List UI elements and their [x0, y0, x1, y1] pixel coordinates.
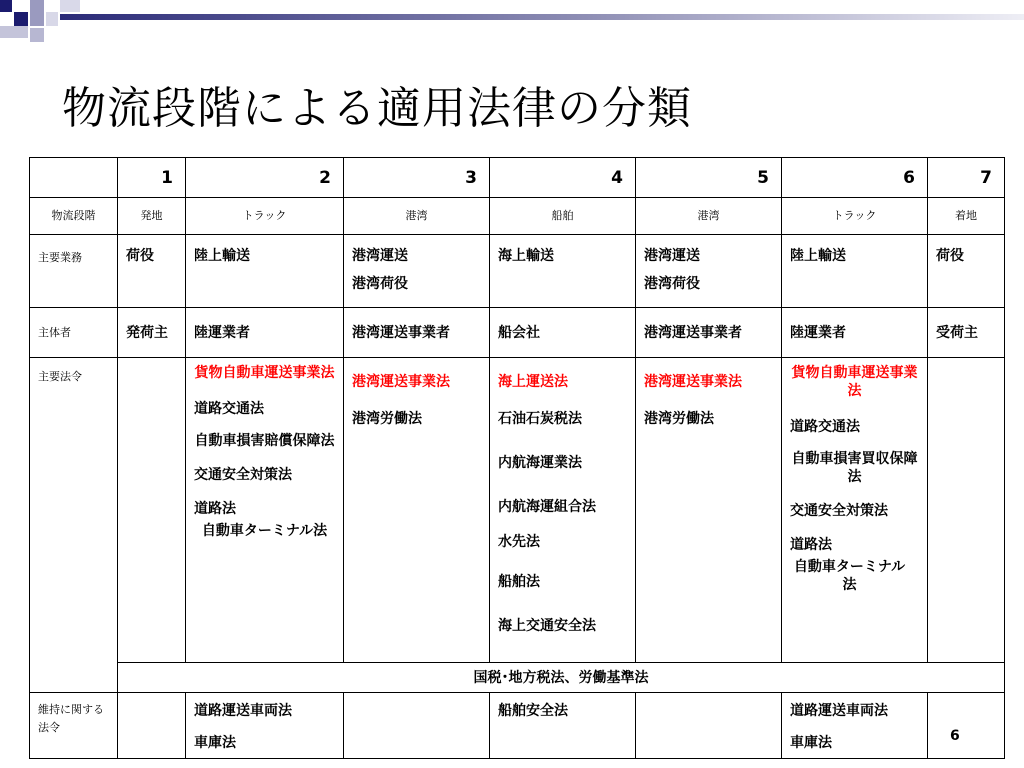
- stage-cell: 着地: [928, 198, 1005, 235]
- maintenance-item: 道路運送車両法: [194, 703, 292, 719]
- row-label: 主体者: [30, 308, 118, 358]
- law-cell: [782, 358, 928, 663]
- header-number-cell: 5: [636, 158, 782, 198]
- common-law-row: [30, 663, 1005, 693]
- maintenance-cell-empty: [928, 693, 1005, 759]
- maintenance-cell-empty: [344, 693, 490, 759]
- header-number-cell: 2: [186, 158, 344, 198]
- stage-cell: トラック: [186, 198, 344, 235]
- actor-cell: 陸運業者: [782, 308, 928, 358]
- header-number-row: [30, 158, 1005, 198]
- maintenance-cell-empty: [636, 693, 782, 759]
- law-item: 船舶法: [498, 574, 540, 590]
- law-cell: [490, 358, 636, 663]
- maintenance-item: 車庫法: [790, 735, 832, 751]
- business-item: 港湾運送: [352, 248, 408, 264]
- law-item: 海上運送法: [498, 374, 568, 390]
- law-classification-table: [29, 157, 1005, 759]
- law-cell-empty: [928, 358, 1005, 663]
- header-number-cell: 4: [490, 158, 636, 198]
- law-cell: [636, 358, 782, 663]
- business-cell: [782, 235, 928, 308]
- business-item: 海上輸送: [498, 248, 554, 264]
- law-item: 道路交通法: [790, 419, 860, 435]
- law-item: 港湾労働法: [644, 411, 714, 427]
- stage-cell: 港湾: [636, 198, 782, 235]
- law-item: 交通安全対策法: [194, 467, 292, 483]
- law-item: 自動車損害賠償保障法: [194, 433, 335, 449]
- law-item: 海上交通安全法: [498, 618, 596, 634]
- stage-cell: 港湾: [344, 198, 490, 235]
- business-cell: [344, 235, 490, 308]
- page-title: 物流段階による適用法律の分類: [62, 83, 692, 134]
- business-item: 陸上輸送: [790, 248, 846, 264]
- law-item: 自動車ターミナル法: [793, 559, 906, 593]
- row-label: 維持に関する法令: [30, 693, 118, 759]
- header-number-cell: [30, 158, 118, 198]
- actor-row: [30, 308, 1005, 358]
- stage-row: [30, 198, 1005, 235]
- maintenance-cell: [782, 693, 928, 759]
- header-number-cell: 7: [928, 158, 1005, 198]
- law-item: 水先法: [498, 534, 540, 550]
- law-cell: [186, 358, 344, 663]
- law-item: 港湾運送事業法: [352, 374, 450, 390]
- business-row: [30, 235, 1005, 308]
- business-item: 港湾荷役: [644, 276, 700, 292]
- page-number: 6: [950, 728, 960, 744]
- law-item: 港湾労働法: [352, 411, 422, 427]
- business-item: 陸上輸送: [194, 248, 250, 264]
- maintenance-item: 船舶安全法: [498, 703, 568, 719]
- actor-cell: 港湾運送事業者: [636, 308, 782, 358]
- law-item: 道路交通法: [194, 401, 264, 417]
- business-cell: [118, 235, 186, 308]
- row-label: 主要法令: [30, 358, 118, 693]
- common-law-cell: 国税･地方税法、労働基準法: [118, 663, 1005, 693]
- law-item: 道路法: [194, 501, 236, 517]
- stage-cell: トラック: [782, 198, 928, 235]
- header-number-cell: 6: [782, 158, 928, 198]
- business-item: 荷役: [936, 248, 964, 264]
- stage-cell: 発地: [118, 198, 186, 235]
- law-item: 内航海運組合法: [498, 499, 596, 515]
- header-number-cell: 3: [344, 158, 490, 198]
- actor-cell: 発荷主: [118, 308, 186, 358]
- maintenance-item: 車庫法: [194, 735, 236, 751]
- law-cell-empty: [118, 358, 186, 663]
- law-item: 道路法: [790, 537, 832, 553]
- law-item: 貨物自動車運送事業法: [791, 365, 918, 399]
- maintenance-row: [30, 693, 1005, 759]
- law-item: 交通安全対策法: [790, 503, 888, 519]
- maintenance-cell-empty: [118, 693, 186, 759]
- business-cell: [928, 235, 1005, 308]
- business-cell: [186, 235, 344, 308]
- stage-cell: 船舶: [490, 198, 636, 235]
- actor-cell: 船会社: [490, 308, 636, 358]
- law-row: [30, 358, 1005, 663]
- business-cell: [490, 235, 636, 308]
- maintenance-item: 道路運送車両法: [790, 703, 888, 719]
- law-item: 自動車損害買収保障法: [791, 451, 918, 485]
- law-cell: [344, 358, 490, 663]
- law-item: 石油石炭税法: [498, 411, 582, 427]
- actor-cell: 陸運業者: [186, 308, 344, 358]
- maintenance-cell: [186, 693, 344, 759]
- corner-decoration: [0, 0, 1024, 60]
- actor-cell: 受荷主: [928, 308, 1005, 358]
- business-item: 港湾運送: [644, 248, 700, 264]
- row-label: 主要業務: [30, 235, 118, 308]
- law-item: 自動車ターミナル法: [201, 523, 328, 539]
- row-label: 物流段階: [30, 198, 118, 235]
- maintenance-cell: [490, 693, 636, 759]
- business-item: 港湾荷役: [352, 276, 408, 292]
- law-item: 貨物自動車運送事業法: [194, 365, 335, 381]
- business-item: 荷役: [126, 248, 154, 264]
- header-number-cell: 1: [118, 158, 186, 198]
- law-item: 港湾運送事業法: [644, 374, 742, 390]
- business-cell: [636, 235, 782, 308]
- actor-cell: 港湾運送事業者: [344, 308, 490, 358]
- law-item: 内航海運業法: [498, 455, 582, 471]
